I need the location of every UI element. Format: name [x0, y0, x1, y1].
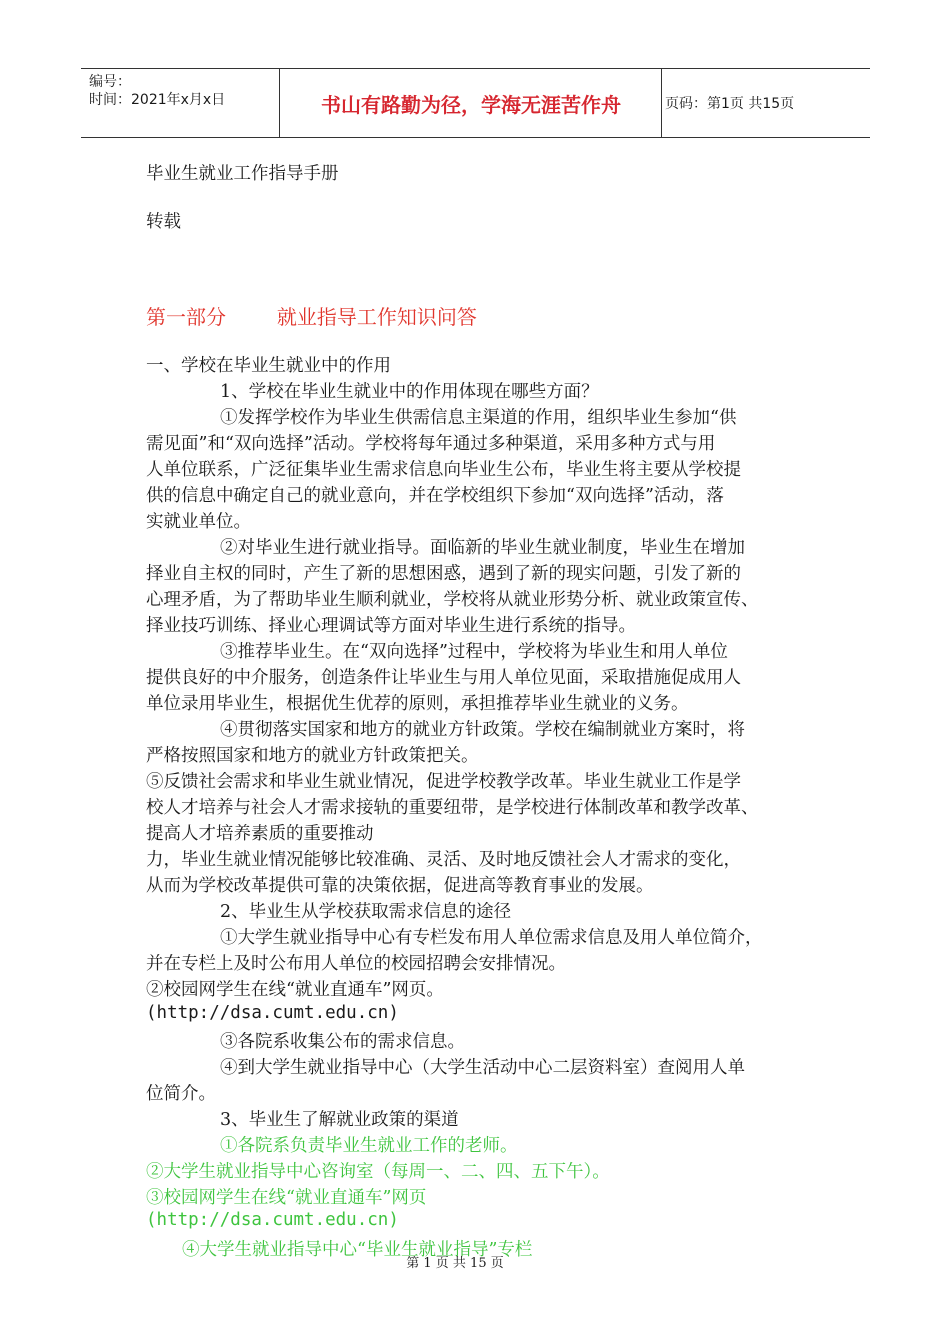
paragraph-line: ①大学生就业指导中心有专栏发布用人单位需求信息及用人单位简介， [220, 928, 763, 948]
paragraph-line: ③推荐毕业生。在“双向选择”过程中，学校将为毕业生和用人单位 [220, 642, 728, 662]
paragraph-line: 2、毕业生从学校获取需求信息的途径 [220, 902, 512, 922]
paragraph-line: 3、毕业生了解就业政策的渠道 [220, 1110, 459, 1130]
paragraph-line: 从而为学校改革提供可靠的决策依据，促进高等教育事业的发展。 [146, 876, 654, 896]
paragraph-line: 心理矛盾，为了帮助毕业生顺利就业，学校将从就业形势分析、就业政策宣传、 [146, 590, 759, 610]
paragraph-line: 并在专栏上及时公布用人单位的校园招聘会安排情况。 [146, 954, 566, 974]
repost-label: 转载 [146, 212, 181, 232]
url-line: (http://dsa.cumt.edu.cn) [146, 1210, 399, 1230]
paragraph-line: 需见面”和“双向选择”活动。学校将每年通过多种渠道，采用多种方式与用 [146, 434, 716, 454]
header-meta [81, 69, 280, 137]
motto: 书山有路勤为径，学海无涯苦作舟 [281, 69, 662, 137]
paragraph-line: ②大学生就业指导中心咨询室（每周一、二、四、五下午）。 [146, 1162, 610, 1182]
paragraph-line: ③校园网学生在线“就业直通车”网页 [146, 1188, 427, 1208]
document-title: 毕业生就业工作指导手册 [146, 164, 339, 184]
paragraph-line: ①发挥学校作为毕业生供需信息主渠道的作用，组织毕业生参加“供 [220, 408, 737, 428]
paragraph-line: 一、学校在毕业生就业中的作用 [146, 356, 391, 376]
paragraph-line: 力，毕业生就业情况能够比较准确、灵活、及时地反馈社会人才需求的变化， [146, 850, 741, 870]
paragraph-line: ③各院系收集公布的需求信息。 [220, 1032, 465, 1052]
page-label: 页码：第1页 共15页 [665, 96, 795, 112]
paragraph-line: 提高人才培养素质的重要推动 [146, 824, 374, 844]
paragraph-line: 位简介。 [146, 1084, 216, 1104]
paragraph-line: 严格按照国家和地方的就业方针政策把关。 [146, 746, 479, 766]
document-header [81, 68, 870, 138]
paragraph-line: 人单位联系，广泛征集毕业生需求信息向毕业生公布，毕业生将主要从学校提 [146, 460, 741, 480]
paragraph-line: ②校园网学生在线“就业直通车”网页。 [146, 980, 444, 1000]
paragraph-line: 供的信息中确定自己的就业意向，并在学校组织下参加“双向选择”活动，落 [146, 486, 724, 506]
paragraph-line: ④贯彻落实国家和地方的就业方针政策。学校在编制就业方案时，将 [220, 720, 745, 740]
paragraph-line: 校人才培养与社会人才需求接轨的重要纽带，是学校进行体制改革和教学改革、 [146, 798, 759, 818]
paragraph-line: 1、学校在毕业生就业中的作用体现在哪些方面？ [220, 382, 599, 402]
paragraph-line: ④到大学生就业指导中心（大学生活动中心二层资料室）查阅用人单 [220, 1058, 745, 1078]
time-label: 时间：2021年x月x日 [89, 92, 226, 108]
section-heading: 第一部分 就业指导工作知识问答 [146, 305, 477, 329]
paragraph-line: ④大学生就业指导中心“毕业生就业指导”专栏 [182, 1240, 533, 1260]
number-label: 编号： [89, 74, 131, 90]
paragraph-line: ⑤反馈社会需求和毕业生就业情况，促进学校教学改革。毕业生就业工作是学 [146, 772, 741, 792]
paragraph-line: 择业技巧训练、择业心理调试等方面对毕业生进行系统的指导。 [146, 616, 636, 636]
paragraph-line: 实就业单位。 [146, 512, 251, 532]
paragraph-line: 择业自主权的同时，产生了新的思想困惑，遇到了新的现实问题，引发了新的 [146, 564, 741, 584]
paragraph-line: ②对毕业生进行就业指导。面临新的毕业生就业制度，毕业生在增加 [220, 538, 745, 558]
paragraph-line: ①各院系负责毕业生就业工作的老师。 [220, 1136, 518, 1156]
url-line: (http://dsa.cumt.edu.cn) [146, 1003, 399, 1023]
page-footer: 第 1 页 共 15 页 [406, 1256, 504, 1271]
paragraph-line: 单位录用毕业生，根据优生优荐的原则，承担推荐毕业生就业的义务。 [146, 694, 689, 714]
paragraph-line: 提供良好的中介服务，创造条件让毕业生与用人单位见面，采取措施促成用人 [146, 668, 741, 688]
